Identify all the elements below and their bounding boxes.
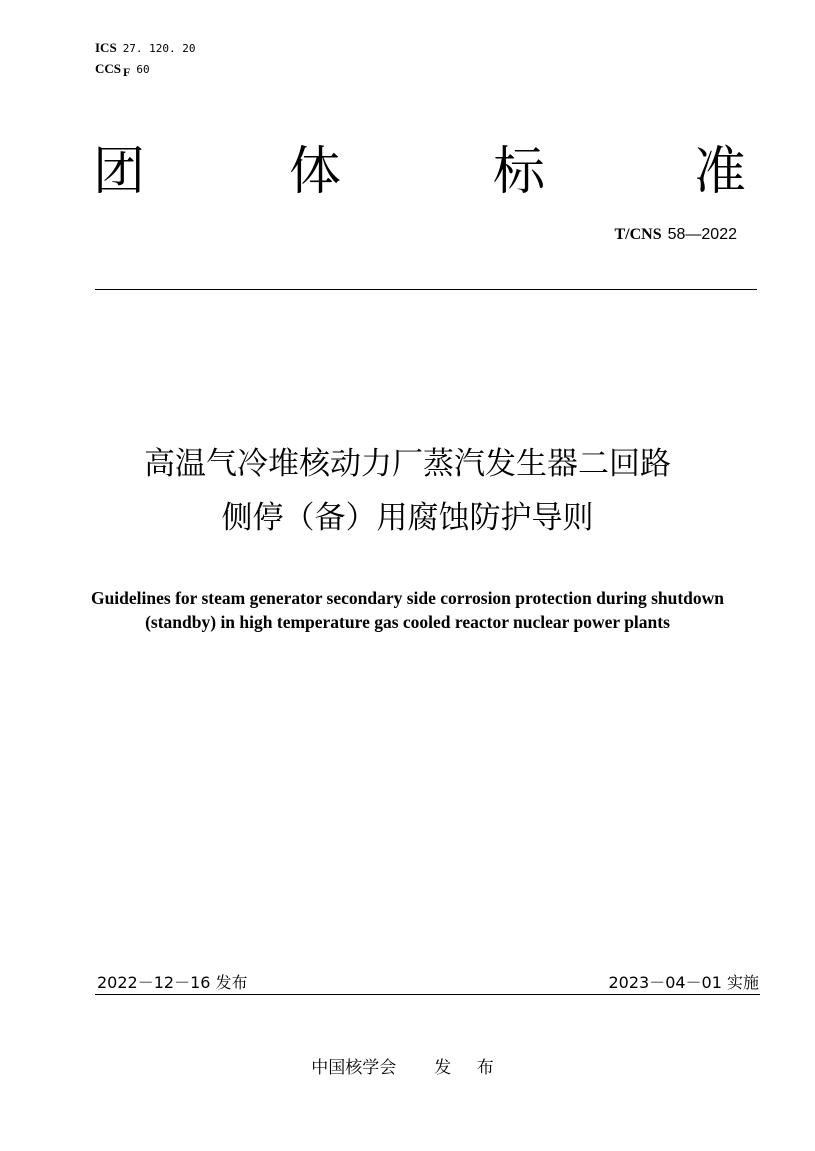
heading-char-1: 团	[93, 142, 146, 202]
ics-code	[95, 38, 196, 59]
ics-value: 27. 120. 20	[122, 42, 196, 55]
chinese-title-line-2: 侧停（备）用腐蚀防护导则	[221, 500, 594, 536]
ccs-code	[95, 59, 196, 80]
english-title: Guidelines for steam generator secondary side corrosion protection during shutdown (standby) in high temperature gas cooled reactor nuclear power plants	[90, 588, 725, 632]
issuer-action: 发 布	[434, 1058, 504, 1078]
release-date: 2022－12－16 发布	[97, 973, 248, 992]
heading-char-3: 标	[493, 142, 546, 202]
classification-codes	[95, 38, 196, 80]
implementation-date: 2023－04－01 实施	[608, 973, 759, 992]
standard-number	[614, 224, 737, 244]
ccs-value: 60	[136, 63, 150, 76]
standard-code: 58—2022	[667, 226, 737, 243]
chinese-title-line-1: 高温气冷堆核动力厂蒸汽发生器二回路	[144, 446, 671, 482]
ccs-letter: F	[123, 65, 131, 79]
heading-char-2: 体	[289, 142, 342, 202]
heading-char-4: 准	[694, 142, 747, 202]
top-divider	[95, 289, 757, 290]
issuer-name: 中国核学会	[311, 1058, 397, 1078]
bottom-divider	[95, 994, 760, 995]
standard-prefix: T/CNS	[614, 226, 662, 243]
ccs-label: CCS	[95, 61, 122, 76]
issuer-line	[0, 1053, 815, 1078]
ics-label: ICS	[95, 40, 117, 55]
